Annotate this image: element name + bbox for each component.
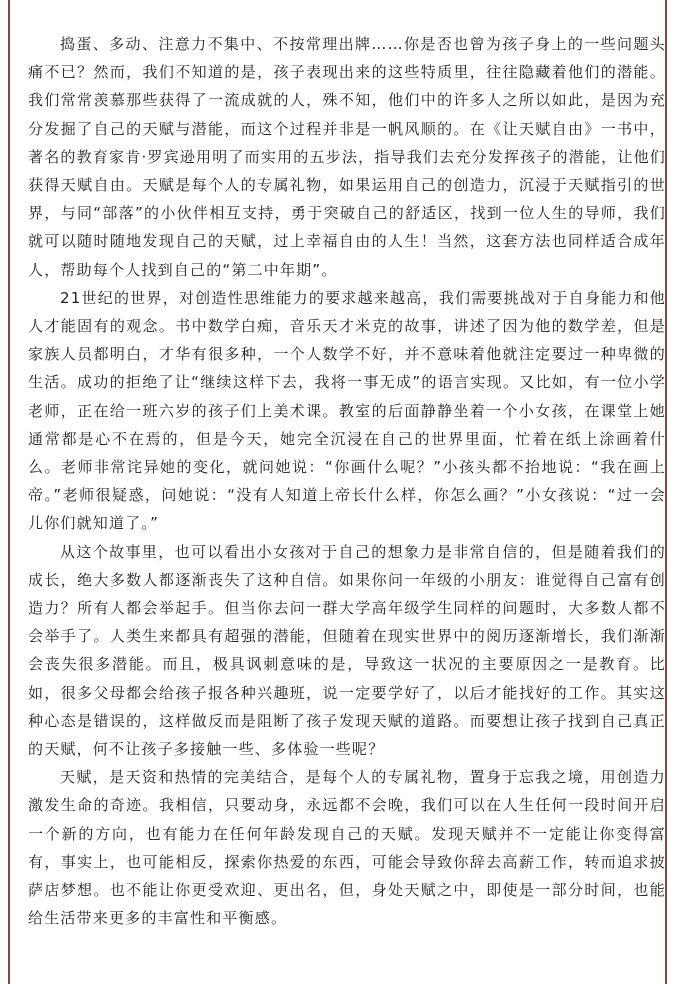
article-body	[28, 30, 666, 933]
paragraph-confidence: 从这个故事里，也可以看出小女孩对于自己的想象力是非常自信的，但是随着我们的成长，绝大多数人都逐渐丧失了这种自信。如果你问一年级的小朋友：谁觉得自己富有创造力？所有人都会举起手。但当你去问一群大学高年级学生同样的问题时，大多数人都不会举手了。人类生来都具有超强的潜能，但随着在现实世界中的阅历逐渐增长，我们渐渐会丧失很多潜能。而且，极具讽刺意味的是，导致这一状况的主要原因之一是教育。比如，很多父母都会给孩子报各种兴趣班，说一定要学好了，以后才能找好的工作。其实这种心态是错误的，这样做反而是阻断了孩子发现天赋的道路。而要想让孩子找到自己真正的天赋，何不让孩子多接触一些、多体验一些呢？	[28, 542, 666, 759]
paragraph-stories: 21世纪的世界，对创造性思维能力的要求越来越高，我们需要挑战对于自身能力和他人才能固有的观念。书中数学白痴，音乐天才米克的故事，讲述了因为他的数学差，但是家族人员都明白，才华有很多种，一个人数学不好，并不意味着他就注定要过一种卑微的生活。成功的拒绝了让“继续这样下去，我将一事无成”的语言实现。又比如，有一位小学老师，正在给一班六岁的孩子们上美术课。教室的后面静静坐着一个小女孩，在课堂上她通常都是心不在焉的，但是今天，她完全沉浸在自己的世界里面，忙着在纸上涂画着什么。老师非常诧异她的变化，就问她说：“你画什么呢？”小孩头都不抬地说：“我在画上帝。”老师很疑惑，问她说：“没有人知道上帝长什么样，你怎么画？”小女孩说：“过一会儿你们就知道了。”	[28, 288, 666, 533]
paragraph-talent: 天赋，是天资和热情的完美结合，是每个人的专属礼物，置身于忘我之境，用创造力激发生命的奇迹。我相信，只要动身，永远都不会晚，我们可以在人生任何一段时间开启一个新的方向，也有能力在任何年龄发现自己的天赋。发现天赋并不一定能让你变得富有，事实上，也可能相反，探索你热爱的东西，可能会导致你辞去高薪工作，转而追求披萨店梦想。也不能让你更受欢迎、更出名，但，身处天赋之中，即使是一部分时间，也能给生活带来更多的丰富性和平衡感。	[28, 768, 666, 928]
paragraph-intro: 捣蛋、多动、注意力不集中、不按常理出牌……你是否也曾为孩子身上的一些问题头痛不已？然而，我们不知道的是，孩子表现出来的这些特质里，往往隐藏着他们的潜能。我们常常羡慕那些获得了一流成就的人，殊不知，他们中的许多人之所以如此，是因为充分发掘了自己的天赋与潜能，而这个过程并非是一帆风顺的。在《让天赋自由》一书中，著名的教育家肯·罗宾逊用明了而实用的五步法，指导我们去充分发挥孩子的潜能，让他们获得天赋自由。天赋是每个人的专属礼物，如果运用自己的创造力，沉浸于天赋指引的世界，与同“部落”的小伙伴相互支持，勇于突破自己的舒适区，找到一位人生的导师，我们就可以随时随地发现自己的天赋，过上幸福自由的人生！当然，这套方法也同样适合成年人，帮助每个人找到自己的“第二中年期”。	[28, 35, 666, 279]
page-frame	[8, 0, 667, 984]
